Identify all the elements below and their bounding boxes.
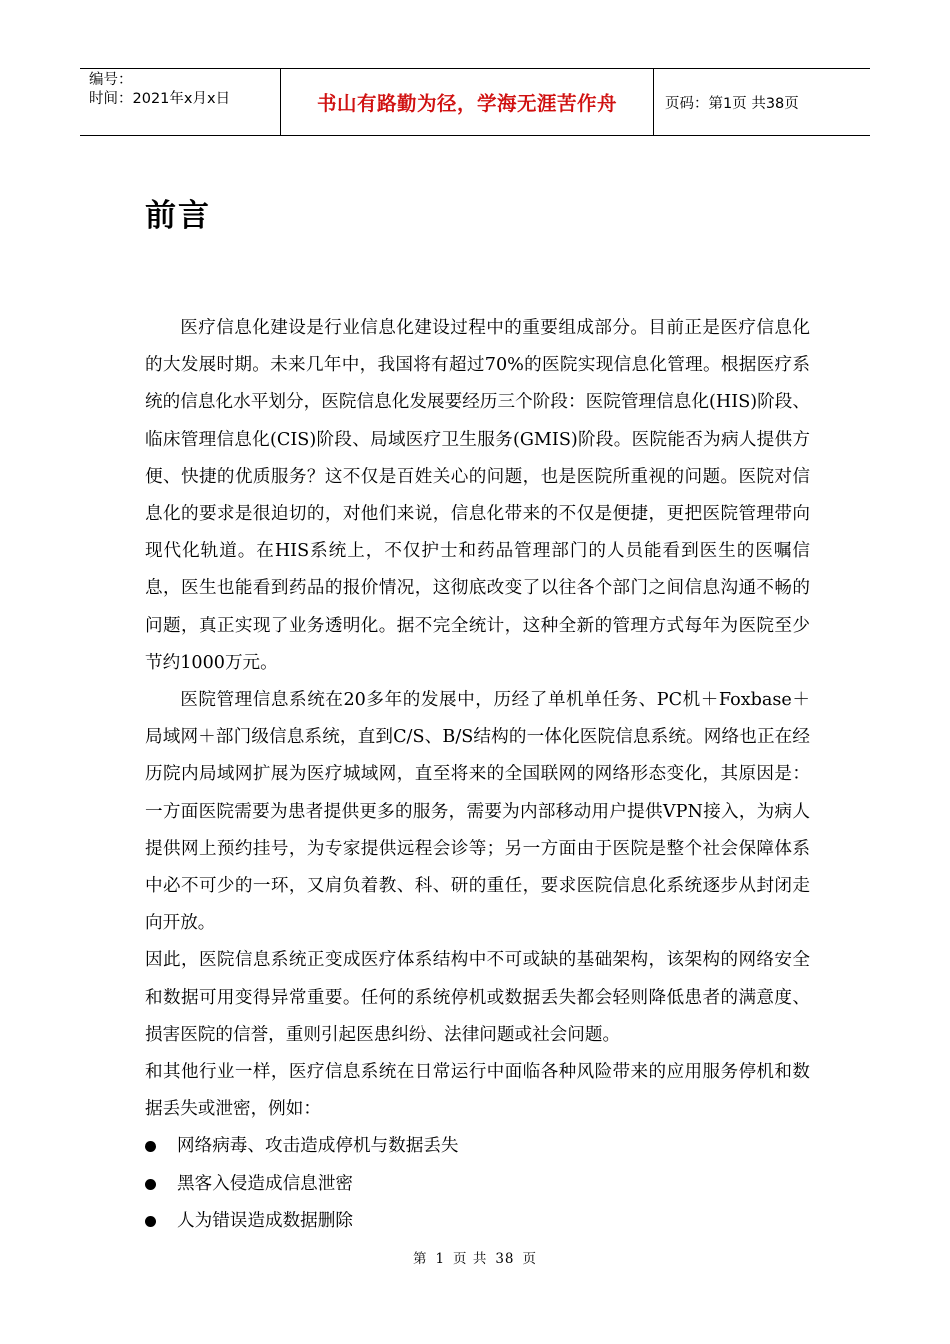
paragraph: 医疗信息化建设是行业信息化建设过程中的重要组成部分。目前正是医疗信息化的大发展时期。未来几年中，我国将有超过70%的医院实现信息化管理。根据医疗系统的信息化水平划分，医院信息化发展要经历三个阶段：医院管理信息化(HIS)阶段、临床管理信息化(CIS)阶段、局域医疗卫生服务(GMIS)阶段。医院能否为病人提供方便、快捷的优质服务？这不仅是百姓关心的问题，也是医院所重视的问题。医院对信息化的要求是很迫切的，对他们来说，信息化带来的不仅是便捷，更把医院管理带向现代化轨道。在HIS系统上，不仅护士和药品管理部门的人员能看到医生的医嘱信息，医生也能看到药品的报价情况，这彻底改变了以往各个部门之间信息沟通不畅的问题，真正实现了业务透明化。据不完全统计，这种全新的管理方式每年为医院至少节约1000万元。 (145, 318, 810, 673)
document-date: 时间：2021年x月x日 (89, 91, 231, 107)
document-number-label: 编号： (89, 72, 133, 88)
footer-middle: 页 共 (453, 1251, 488, 1267)
footer-prefix: 第 (412, 1251, 428, 1267)
bullet-icon (145, 1216, 156, 1227)
paragraph: 因此，医院信息系统正变成医疗体系结构中不可或缺的基础架构，该架构的网络安全和数据可用变得异常重要。任何的系统停机或数据丢失都会轻则降低患者的满意度、损害医院的信誉，重则引起医患纠纷、法律问题或社会问题。 (145, 950, 810, 1045)
page-header (80, 68, 870, 136)
footer-suffix: 页 (522, 1251, 538, 1267)
list-item (145, 1128, 810, 1165)
page-title: 前言 (145, 198, 211, 234)
bullet-icon (145, 1141, 156, 1152)
footer-total-pages: 38 (495, 1251, 515, 1267)
list-item (145, 1203, 810, 1240)
list-item (145, 1166, 810, 1203)
list-item-text: 人为错误造成数据删除 (177, 1210, 353, 1231)
paragraph: 和其他行业一样，医疗信息系统在日常运行中面临各种风险带来的应用服务停机和数据丢失或泄密，例如： (145, 1062, 810, 1120)
page-footer (0, 1247, 950, 1267)
header-page-number: 页码：第1页 共38页 (665, 95, 799, 112)
header-motto: 书山有路勤为径，学海无涯苦作舟 (281, 69, 654, 135)
risk-list (145, 1128, 810, 1240)
list-item-text: 黑客入侵造成信息泄密 (177, 1173, 353, 1194)
header-meta (80, 69, 281, 135)
list-item-text: 网络病毒、攻击造成停机与数据丢失 (177, 1136, 459, 1157)
footer-page-number: 1 (435, 1251, 446, 1267)
document-body (145, 310, 810, 1240)
bullet-icon (145, 1179, 156, 1190)
paragraph: 医院管理信息系统在20多年的发展中，历经了单机单任务、PC机＋Foxbase＋局域网＋部门级信息系统，直到C/S、B/S结构的一体化医院信息系统。网络也正在经历院内局域网扩展为医疗城域网，直至将来的全国联网的网络形态变化，其原因是：一方面医院需要为患者提供更多的服务，需要为内部移动用户提供VPN接入，为病人提供网上预约挂号，为专家提供远程会诊等；另一方面由于医院是整个社会保障体系中必不可少的一环，又肩负着教、科、研的重任，要求医院信息化系统逐步从封闭走向开放。 (145, 690, 810, 934)
